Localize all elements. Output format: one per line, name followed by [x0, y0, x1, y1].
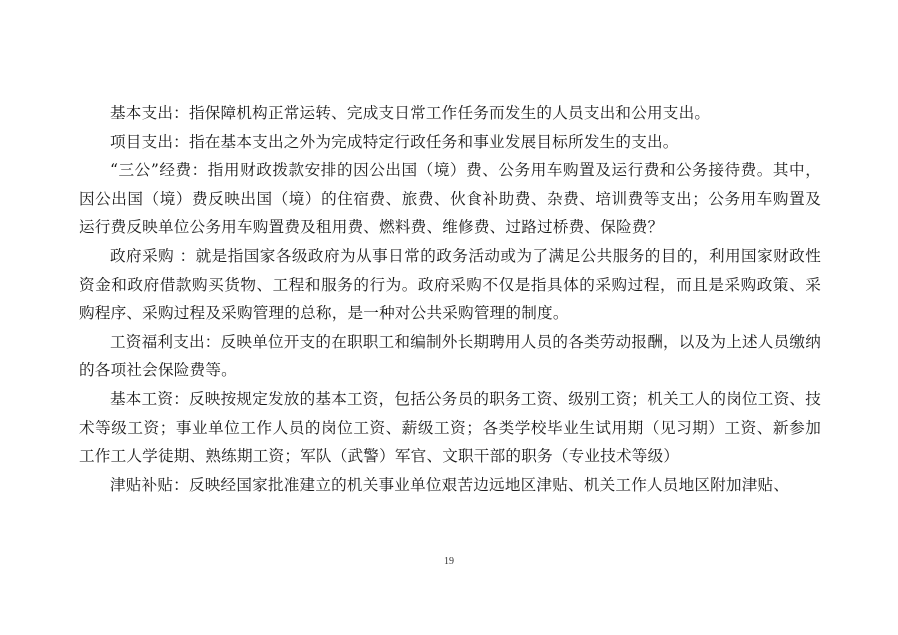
paragraph-basic-expenditure: 基本支出：指保障机构正常运转、完成支日常工作任务而发生的人员支出和公用支出。 — [110, 104, 711, 122]
paragraph-government-procurement: 政府采购 ：就是指国家各级政府为从事日常的政务活动或为了满足公共服务的目的，利用国家财政性资金和政府借款购买货物、工程和服务的行为。政府采购不仅是指具体的采购过程，而且是采购政策、采购程序、采购过程及采购管理的总称，是一种对公共采购管理的制度。 — [79, 246, 821, 323]
paragraph-wage-welfare: 工资福利支出：反映单位开支的在职职工和编制外长期聘用人员的各类劳动报酬，以及为上述人员缴纳的各项社会保险费等。 — [79, 332, 821, 380]
paragraph-three-public-expenses: “三公”经费：指用财政拨款安排的因公出国（境）费、公务用车购置及运行费和公务接待费。其中，因公出国（境）费反映出国（境）的住宿费、旅费、伙食补助费、杂费、培训费等支出；公务用车购置及运行费反映单位公务用车购置费及租用费、燃料费、维修费、过路过桥费、保险费？ — [79, 161, 821, 237]
page-number: 19 — [444, 556, 454, 567]
paragraph-basic-wage: 基本工资：反映按规定发放的基本工资，包括公务员的职务工资、级别工资；机关工人的岗位工资、技术等级工资；事业单位工作人员的岗位工资、薪级工资；各类学校毕业生试用期（见习期）工资、新参加工作工人学徒期、熟练期工资；军队（武警）军官、文职干部的职务（专业技术等级） — [79, 389, 821, 466]
body-text — [79, 99, 821, 499]
paragraph-allowances: 津贴补贴：反映经国家批准建立的机关事业单位艰苦边远地区津贴、机关工作人员地区附加津贴、 — [110, 475, 790, 494]
paragraph-project-expenditure: 项目支出：指在基本支出之外为完成特定行政任务和事业发展目标所发生的支出。 — [110, 132, 679, 151]
